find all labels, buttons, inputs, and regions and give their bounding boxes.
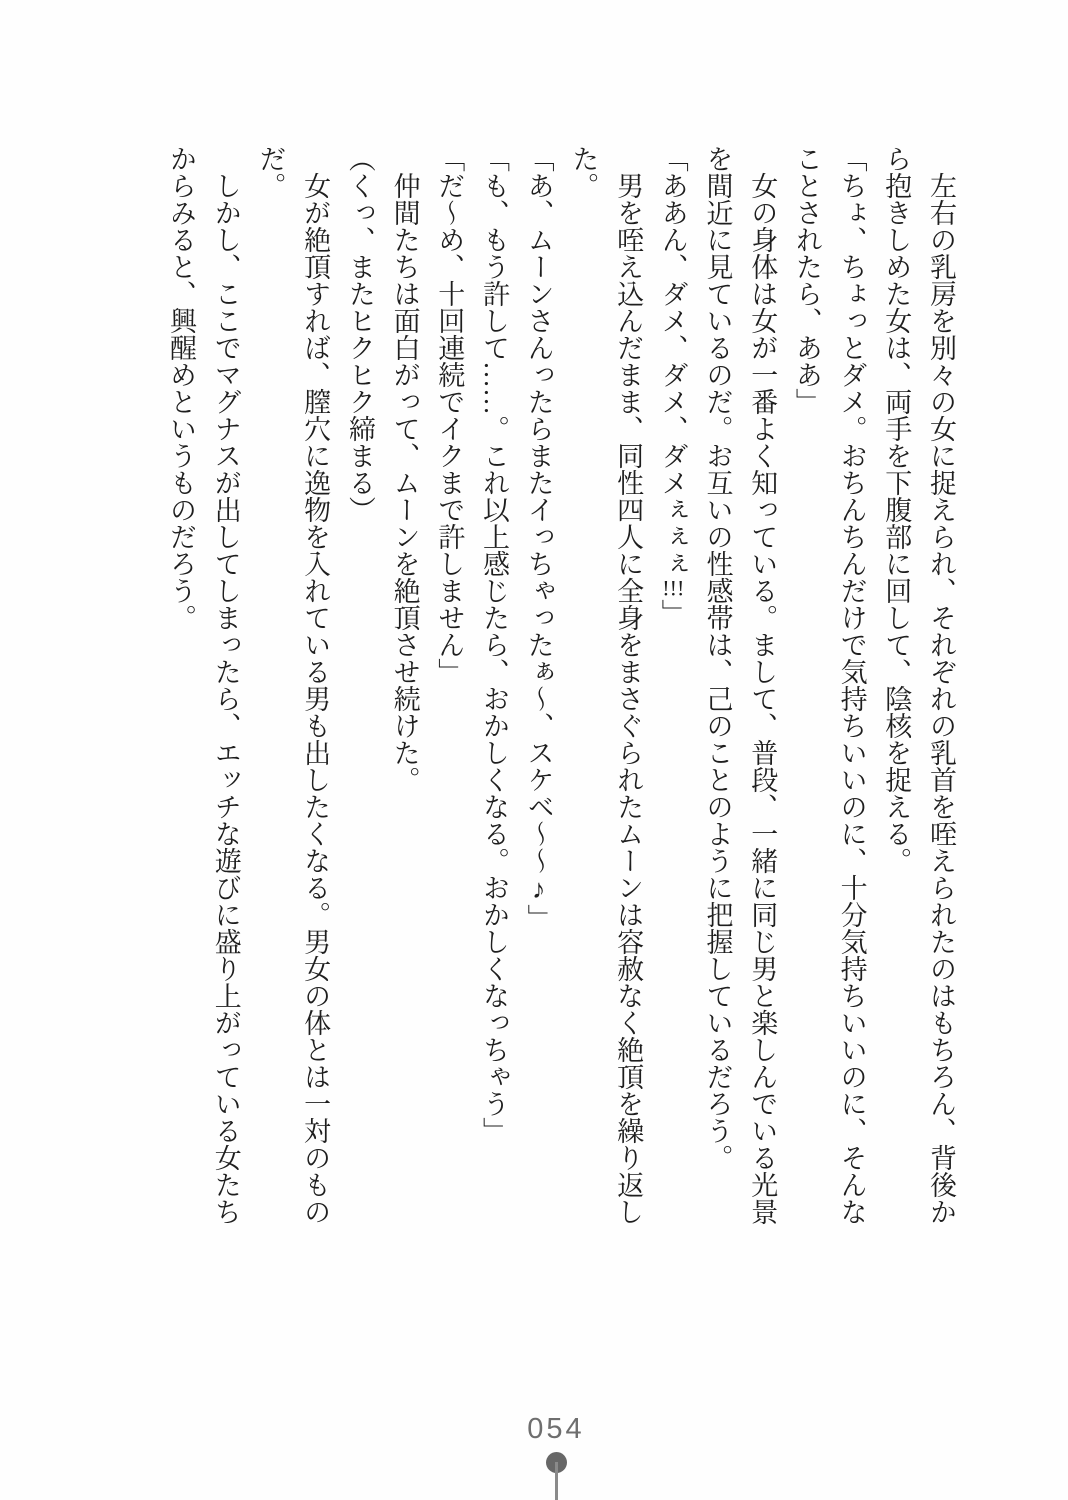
paragraph: 男を咥え込んだまま、同性四人に全身をまさぐられたムーンは容赦なく絶頂を繰り返した。 <box>568 145 644 1225</box>
body-text <box>158 145 963 1227</box>
paragraph: 「ちょ、ちょっとダメ。おちんちんだけで気持ちいいのに、十分気持ちいいのに、そんなことされたら、ああ」 <box>791 145 867 1225</box>
paragraph: 「ああん、ダメ、ダメ、ダメぇぇぇ!!!」 <box>657 145 688 627</box>
paragraph: しかし、ここでマグナスが出してしまったら、エッチな遊びに盛り上がっている女たちからみると、興醒めというものだろう。 <box>166 145 241 1225</box>
tcy-run: !!! <box>662 577 685 600</box>
paragraph: （くっ、またヒクヒク締まる） <box>344 145 375 523</box>
page-number: 054 <box>527 1413 585 1445</box>
paragraph: 「も、もう許して……。これ以上感じたら、おかしくなる。おかしくなっちゃう」 <box>478 145 509 1144</box>
paragraph: 女が絶頂すれば、膣穴に逸物を入れている男も出したくなる。男女の体とは一対のものだ。 <box>255 145 331 1225</box>
paragraph: 左右の乳房を別々の女に捉えられ、それぞれの乳首を咥えられたのはもちろん、背後から抱きしめた女は、両手を下腹部に回して、陰核を捉える。 <box>881 145 956 1225</box>
paragraph: 仲間たちは面白がって、ムーンを絶頂させ続けた。 <box>389 172 420 793</box>
footer-line <box>555 1462 558 1500</box>
paragraph: 「だ〜め、十回連続でイクまで許しません」 <box>434 145 465 685</box>
paragraph: 「あ、ムーンさんったらまたイっちゃったぁ〜、スケベ〜〜♪」 <box>523 145 554 931</box>
paragraph: 女の身体は女が一番よく知っている。まして、普段、一緒に同じ男と楽しんでいる光景を間近に見ているのだ。お互いの性感帯は、己のことのように把握しているだろう。 <box>702 145 778 1225</box>
